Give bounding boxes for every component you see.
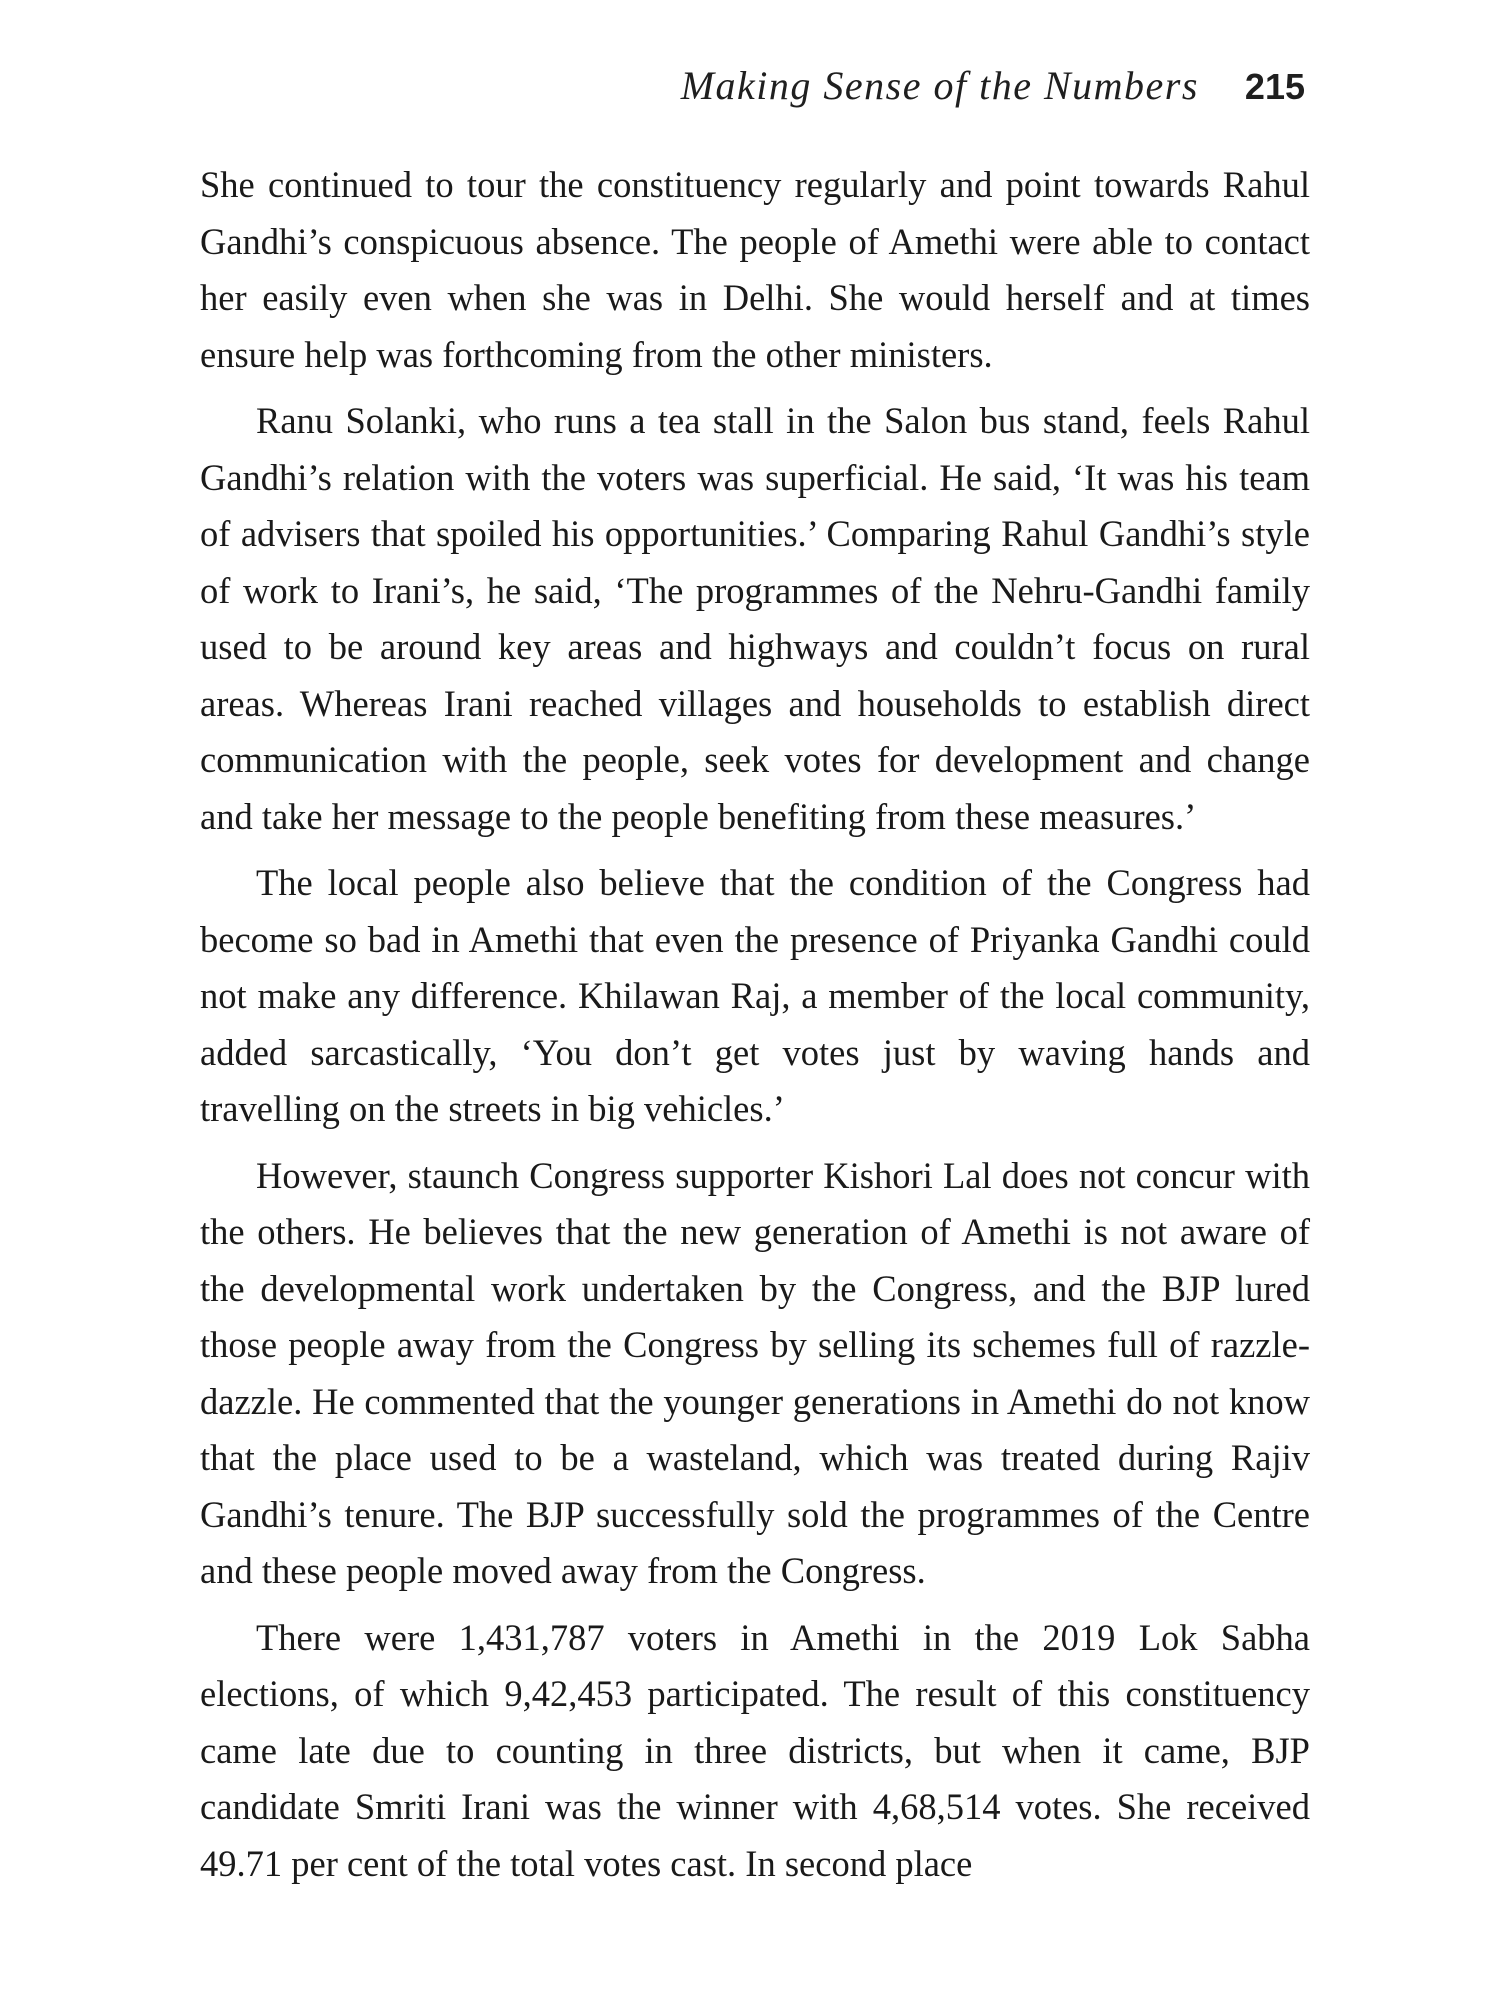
paragraph: Ranu Solanki, who runs a tea stall in the Salon bus stand, feels Rahul Gandhi’s relation with the voters was superficial. He said, ‘It was his team of advisers that spoiled his opportunities.’ Comparing Rahul Gandhi’s style of work to Irani’s, he said, ‘The programmes of the Nehru-Gandhi family used to be around key areas and highways and couldn’t focus on rural areas. Whereas Irani reached villages and households to establish direct communication with the people, seek votes for development and change and take her message to the people benefiting from these measures.’	[200, 400, 1310, 837]
page-number: 215	[1244, 66, 1305, 107]
paragraph: The local people also believe that the condition of the Congress had become so bad in Amethi that even the presence of Priyanka Gandhi could not make any difference. Khilawan Raj, a member of the local community, added sarcastically, ‘You don’t get votes just by waving hands and travelling on the streets in big vehicles.’	[200, 862, 1310, 1129]
running-title: Making Sense of the Numbers	[680, 63, 1199, 108]
paragraph: However, staunch Congress supporter Kishori Lal does not concur with the others. He believes that the new generation of Amethi is not aware of the developmental work undertaken by the Congress, and the BJP lured those people away from the Congress by selling its schemes full of razzle-dazzle. He commented that the younger generations in Amethi do not know that the place used to be a wasteland, which was treated during Rajiv Gandhi’s tenure. The BJP successfully sold the programmes of the Centre and these people moved away from the Congress.	[200, 1154, 1310, 1591]
paragraph: There were 1,431,787 voters in Amethi in the 2019 Lok Sabha elections, of which 9,42,453 participated. The result of this constituency came late due to counting in three districts, but when it came, BJP candidate Smriti Irani was the winner with 4,68,514 votes. She received 49.71 per cent of the total votes cast. In second place	[200, 1616, 1310, 1884]
body-text	[200, 157, 1310, 1902]
running-header	[681, 62, 1305, 109]
paragraph: She continued to tour the constituency regularly and point towards Rahul Gandhi’s conspicuous absence. The people of Amethi were able to contact her easily even when she was in Delhi. She would herself and at times ensure help was forthcoming from the other ministers.	[200, 164, 1310, 375]
